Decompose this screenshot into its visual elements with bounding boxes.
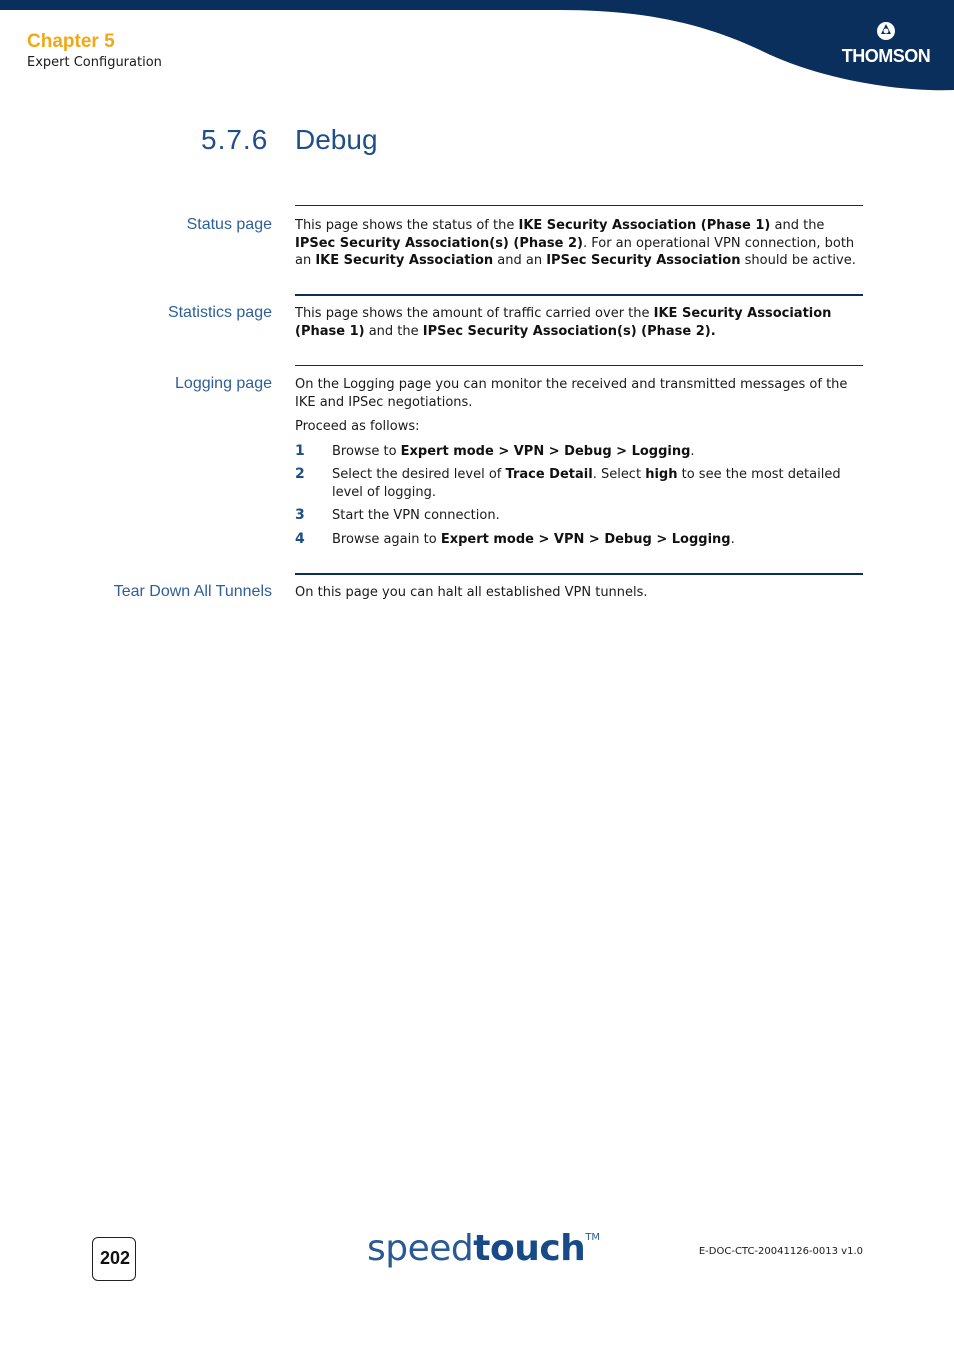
page-number-box <box>92 1237 136 1281</box>
teardown-text: On this page you can halt all established VPN tunnels. <box>295 585 648 600</box>
chapter-subtitle: Expert Configuration <box>27 55 162 70</box>
chapter-label: Chapter 5 <box>27 31 115 52</box>
divider <box>295 205 863 206</box>
list-item: 3 Start the VPN connection. <box>295 507 500 523</box>
logging-page-text <box>295 376 861 554</box>
page-number: 202 <box>99 1248 131 1268</box>
divider <box>295 365 863 366</box>
section-title: Debug <box>295 124 378 155</box>
statistics-page-heading: Statistics page <box>167 304 272 321</box>
list-item: 4 Browse again to Expert mode > VPN > Debug > Logging. <box>295 530 735 547</box>
header-banner <box>0 0 954 95</box>
logging-page-heading: Logging page <box>175 375 272 392</box>
speedtouch-logo: speedtouch™ <box>367 1228 601 1269</box>
divider <box>295 294 863 296</box>
document-reference: E-DOC-CTC-20041126-0013 v1.0 <box>698 1246 863 1257</box>
status-page-heading: Status page <box>186 216 272 233</box>
statistics-page-text: This page shows the amount of traffic carried over the IKE Security Association (Phase 1) and the IPSec Security Association(s) (Phase 2). <box>295 306 832 339</box>
logging-intro: On the Logging page you can monitor the received and transmitted messages of the IKE and IPSec negotiations. <box>295 377 848 410</box>
thomson-emblem-icon <box>875 20 897 42</box>
divider <box>295 573 863 575</box>
list-item: 1 Browse to Expert mode > VPN > Debug > Logging. <box>295 442 695 459</box>
status-page-text: This page shows the status of the IKE Security Association (Phase 1) and the IPSec Security Association(s) (Phase 2). For an operational VPN connection, both an IKE Security Association and an IPSec Security Association should be active. <box>295 218 856 268</box>
list-item: 2 Select the desired level of Trace Detail. Select high to see the most detailed level of logging. <box>295 466 841 500</box>
teardown-heading: Tear Down All Tunnels <box>113 583 272 600</box>
thomson-logo <box>838 20 934 70</box>
logging-proceed: Proceed as follows: <box>295 419 420 434</box>
thomson-logo-text: THOMSON <box>841 46 931 66</box>
section-number: 5.7.6 <box>201 124 269 155</box>
